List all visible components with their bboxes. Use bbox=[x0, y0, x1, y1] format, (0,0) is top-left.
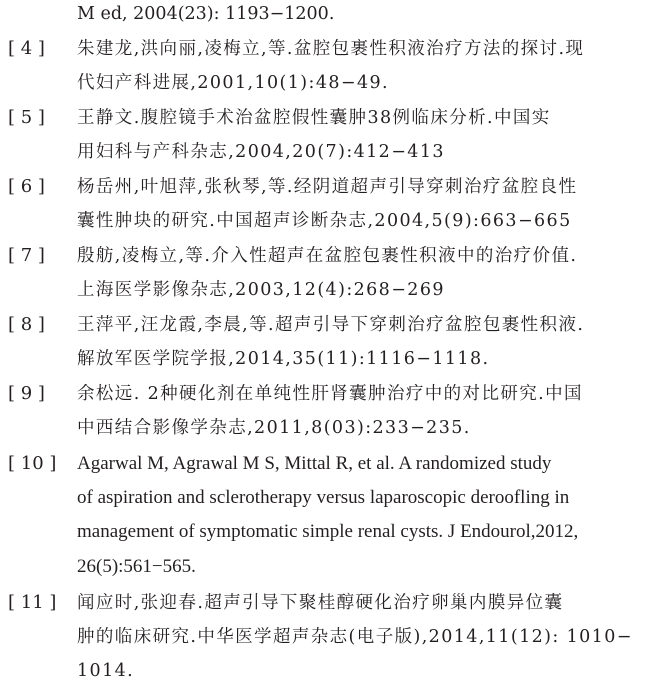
reference-line: 代妇产科进展,2001,10(1):48−49. bbox=[77, 73, 389, 93]
reference-line: 解放军医学院学报,2014,35(11):1116−1118. bbox=[77, 349, 490, 369]
reference-number: [ 4 ] bbox=[8, 38, 45, 59]
reference-line: Agarwal M, Agrawal M S, Mittal R, et al. A randomized study bbox=[77, 453, 552, 474]
reference-line: 余松远. 2种硬化剂在单纯性肝肾囊肿治疗中的对比研究.中国 bbox=[77, 384, 583, 404]
reference-number: [ 7 ] bbox=[8, 245, 45, 266]
reference-line: management of symptomatic simple renal cysts. J Endourol,2012, bbox=[77, 521, 579, 542]
reference-number: [ 10 ] bbox=[8, 453, 57, 474]
reference-line: 用妇科与产科杂志,2004,20(7):412−413 bbox=[77, 142, 445, 162]
reference-number: [ 6 ] bbox=[8, 176, 45, 197]
reference-line: 闻应时,张迎春.超声引导下聚桂醇硬化治疗卵巢内膜异位囊 bbox=[77, 593, 564, 613]
reference-line: 1014. bbox=[77, 661, 135, 681]
reference-line: 朱建龙,洪向丽,凌梅立,等.盆腔包裹性积液治疗方法的探讨.现 bbox=[77, 39, 585, 59]
reference-line: 王萍平,汪龙霞,李晨,等.超声引导下穿刺治疗盆腔包裹性积液. bbox=[77, 315, 585, 335]
reference-line: 肿的临床研究.中华医学超声杂志(电子版),2014,11(12): 1010− bbox=[77, 627, 633, 647]
reference-line: 王静文.腹腔镜手术治盆腔假性囊肿38例临床分析.中国实 bbox=[77, 108, 551, 128]
reference-line: 囊性肿块的研究.中国超声诊断杂志,2004,5(9):663−665 bbox=[77, 211, 572, 231]
reference-line: of aspiration and sclerotherapy versus laparoscopic deroofling in bbox=[77, 487, 570, 508]
reference-number: [ 9 ] bbox=[8, 383, 45, 404]
reference-line: 中西结合影像学杂志,2011,8(03):233−235. bbox=[77, 418, 471, 438]
reference-line: 殷舫,凌梅立,等.介入性超声在盆腔包裹性积液中的治疗价值. bbox=[77, 246, 578, 266]
reference-number: [ 11 ] bbox=[8, 592, 57, 613]
reference-line: 杨岳州,叶旭萍,张秋琴,等.经阴道超声引导穿刺治疗盆腔良性 bbox=[77, 177, 578, 197]
reference-number: [ 5 ] bbox=[8, 107, 45, 128]
reference-number: [ 8 ] bbox=[8, 314, 45, 335]
reference-line: 26(5):561−565. bbox=[77, 556, 196, 577]
reference-line: 上海医学影像杂志,2003,12(4):268−269 bbox=[77, 280, 445, 300]
reference-line: M ed, 2004(23): 1193−1200. bbox=[77, 4, 335, 24]
